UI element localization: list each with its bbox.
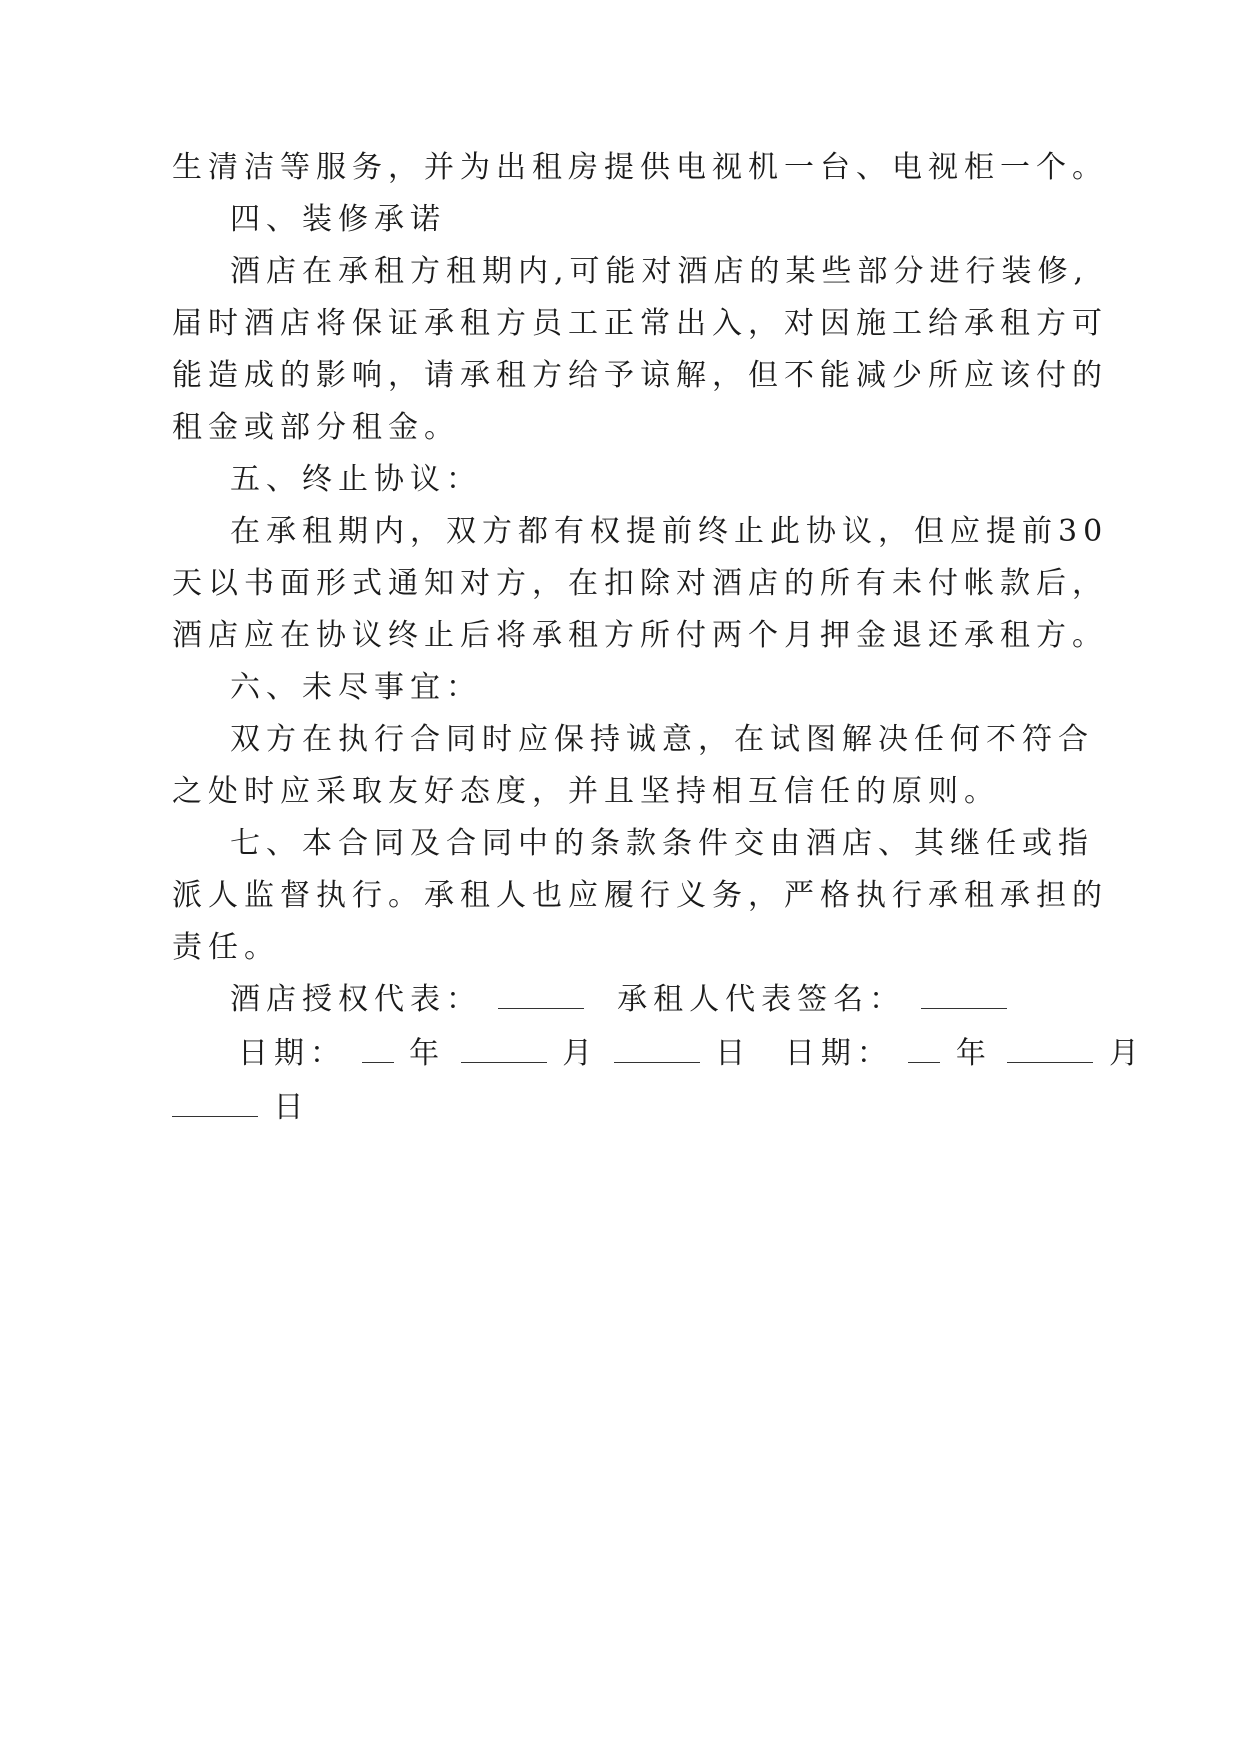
hotel-month-label: 月 bbox=[562, 1036, 599, 1071]
date-line-continued bbox=[172, 1088, 310, 1128]
hotel-rep-blank bbox=[498, 982, 584, 1009]
tenant-rep-blank bbox=[921, 982, 1007, 1009]
tenant-year-blank bbox=[908, 1036, 940, 1063]
paragraph-line: 派人监督执行。承租人也应履行义务，严格执行承租承担的 bbox=[172, 878, 1108, 913]
paragraph-line: 生清洁等服务，并为出租房提供电视机一台、电视柜一个。 bbox=[172, 150, 1108, 185]
paragraph-line: 酒店应在协议终止后将承租方所付两个月押金退还承租方。 bbox=[172, 618, 1108, 653]
section-heading: 五、终止协议： bbox=[230, 462, 482, 497]
tenant-month-label: 月 bbox=[1109, 1036, 1146, 1071]
section-heading: 六、未尽事宜： bbox=[230, 670, 482, 705]
paragraph-line: 之处时应采取友好态度，并且坚持相互信任的原则。 bbox=[172, 774, 1000, 809]
tenant-day-label: 日 bbox=[273, 1090, 310, 1125]
paragraph-line: 七、本合同及合同中的条款条件交由酒店、其继任或指 bbox=[230, 826, 1094, 861]
hotel-year-blank bbox=[362, 1036, 394, 1063]
paragraph-line: 租金或部分租金。 bbox=[172, 410, 460, 445]
hotel-year-label: 年 bbox=[409, 1036, 446, 1071]
hotel-month-blank bbox=[461, 1036, 547, 1063]
section-heading: 四、装修承诺 bbox=[230, 202, 446, 237]
date-line bbox=[238, 1034, 1145, 1074]
paragraph-line: 能造成的影响，请承租方给予谅解，但不能减少所应该付的 bbox=[172, 358, 1108, 393]
hotel-rep-label: 酒店授权代表： bbox=[230, 982, 482, 1017]
paragraph-line: 双方在执行合同时应保持诚意，在试图解决任何不符合 bbox=[230, 722, 1094, 757]
hotel-day-blank bbox=[614, 1036, 700, 1063]
paragraph-line: 天以书面形式通知对方，在扣除对酒店的所有未付帐款后， bbox=[172, 566, 1108, 601]
tenant-year-label: 年 bbox=[955, 1036, 992, 1071]
paragraph-line: 责任。 bbox=[172, 930, 280, 965]
paragraph-line: 在承租期内，双方都有权提前终止此协议，但应提前30 bbox=[230, 514, 1109, 549]
tenant-date-label: 日期： bbox=[784, 1036, 893, 1071]
tenant-month-blank bbox=[1007, 1036, 1093, 1063]
signature-line bbox=[230, 980, 1007, 1020]
paragraph-line: 届时酒店将保证承租方员工正常出入，对因施工给承租方可 bbox=[172, 306, 1108, 341]
hotel-day-label: 日 bbox=[715, 1036, 752, 1071]
hotel-date-label: 日期： bbox=[238, 1036, 346, 1071]
paragraph-line: 酒店在承租方租期内,可能对酒店的某些部分进行装修, bbox=[230, 254, 1090, 289]
tenant-day-blank bbox=[172, 1090, 258, 1117]
tenant-rep-label: 承租人代表签名： bbox=[617, 982, 906, 1017]
